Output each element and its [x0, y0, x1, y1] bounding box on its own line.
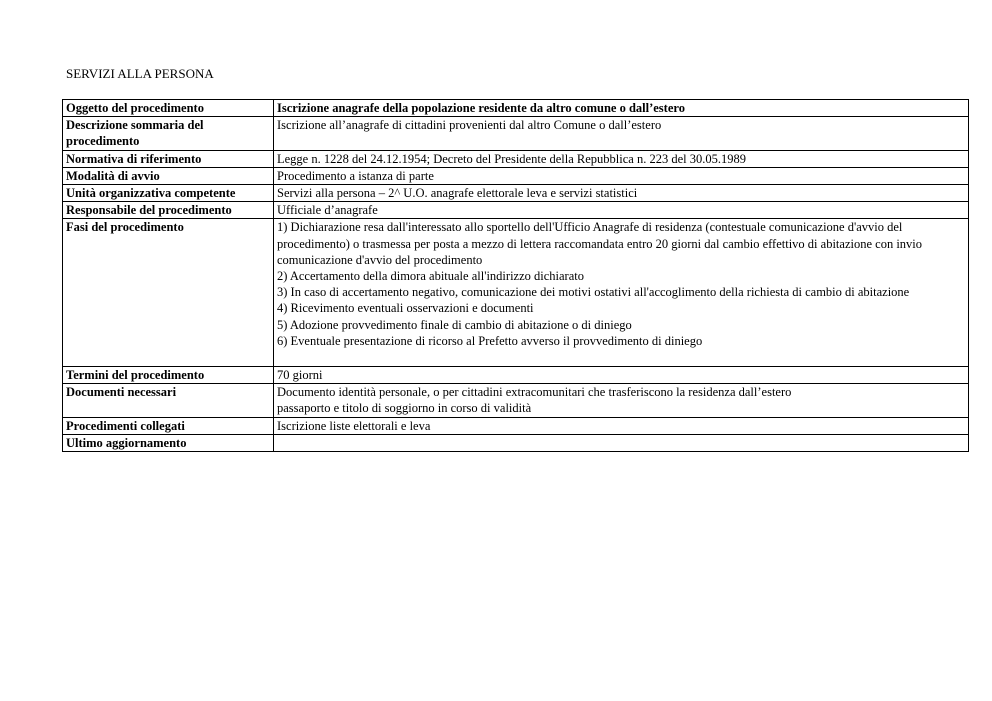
label-fasi: Fasi del procedimento [63, 219, 274, 367]
row-documenti [63, 384, 969, 417]
row-modalita [63, 167, 969, 184]
label-normativa: Normativa di riferimento [63, 150, 274, 167]
procedure-table [62, 99, 969, 452]
phase-item-4: 4) Ricevimento eventuali osservazioni e documenti [277, 301, 534, 316]
value-collegati: Iscrizione liste elettorali e leva [274, 417, 969, 434]
label-aggiornamento: Ultimo aggiornamento [63, 434, 274, 451]
documenti-line-2: passaporto e titolo di soggiorno in corso di validità [277, 401, 532, 416]
phase-item-6: 6) Eventuale presentazione di ricorso al Prefetto avverso il provvedimento di diniego [277, 333, 703, 348]
row-responsabile [63, 202, 969, 219]
value-responsabile: Ufficiale d’anagrafe [274, 202, 969, 219]
label-termini: Termini del procedimento [63, 367, 274, 384]
row-descrizione [63, 117, 969, 150]
label-responsabile: Responsabile del procedimento [63, 202, 274, 219]
value-modalita: Procedimento a istanza di parte [274, 167, 969, 184]
row-termini [63, 367, 969, 384]
row-collegati [63, 417, 969, 434]
label-oggetto: Oggetto del procedimento [63, 100, 274, 117]
value-normativa: Legge n. 1228 del 24.12.1954; Decreto del Presidente della Repubblica n. 223 del 30.05.1989 [274, 150, 969, 167]
phase-item-5: 5) Adozione provvedimento finale di cambio di abitazione o di diniego [277, 317, 632, 332]
row-oggetto [63, 100, 969, 117]
phase-item-3: 3) In caso di accertamento negativo, comunicazione dei motivi ostativi all'accoglimento della richiesta di cambio di abitazione [277, 285, 910, 300]
row-normativa [63, 150, 969, 167]
documenti-line-1: Documento identità personale, o per cittadini extracomunitari che trasferiscono la residenza dall’estero [277, 385, 792, 400]
label-descrizione: Descrizione sommaria del procedimento [63, 117, 274, 150]
phase-item-2: 2) Accertamento della dimora abituale all'indirizzo dichiarato [277, 269, 584, 284]
label-collegati: Procedimenti collegati [63, 417, 274, 434]
phase-item-1: 1) Dichiarazione resa dall'interessato allo sportello dell'Ufficio Anagrafe di residenza (contestuale comunicazione d'avvio del procedimento) o trasmessa per posta a mezzo di lettera raccomandata entro 20 giorni dal cambio effettivo di abitazione con invio comunicazione d'avvio del procedimento [277, 220, 923, 267]
row-unita [63, 185, 969, 202]
row-aggiornamento [63, 434, 969, 451]
page-heading: SERVIZI ALLA PERSONA [66, 66, 214, 81]
value-termini: 70 giorni [274, 367, 969, 384]
value-descrizione: Iscrizione all’anagrafe di cittadini provenienti dal altro Comune o dall’estero [274, 117, 969, 150]
label-modalita: Modalità di avvio [63, 167, 274, 184]
value-aggiornamento [274, 434, 969, 451]
value-oggetto: Iscrizione anagrafe della popolazione residente da altro comune o dall’estero [274, 100, 969, 117]
label-unita: Unità organizzativa competente [63, 185, 274, 202]
value-fasi [274, 219, 969, 367]
label-documenti: Documenti necessari [63, 384, 274, 417]
row-fasi [63, 219, 969, 367]
value-documenti [274, 384, 969, 417]
value-unita: Servizi alla persona – 2^ U.O. anagrafe elettorale leva e servizi statistici [274, 185, 969, 202]
